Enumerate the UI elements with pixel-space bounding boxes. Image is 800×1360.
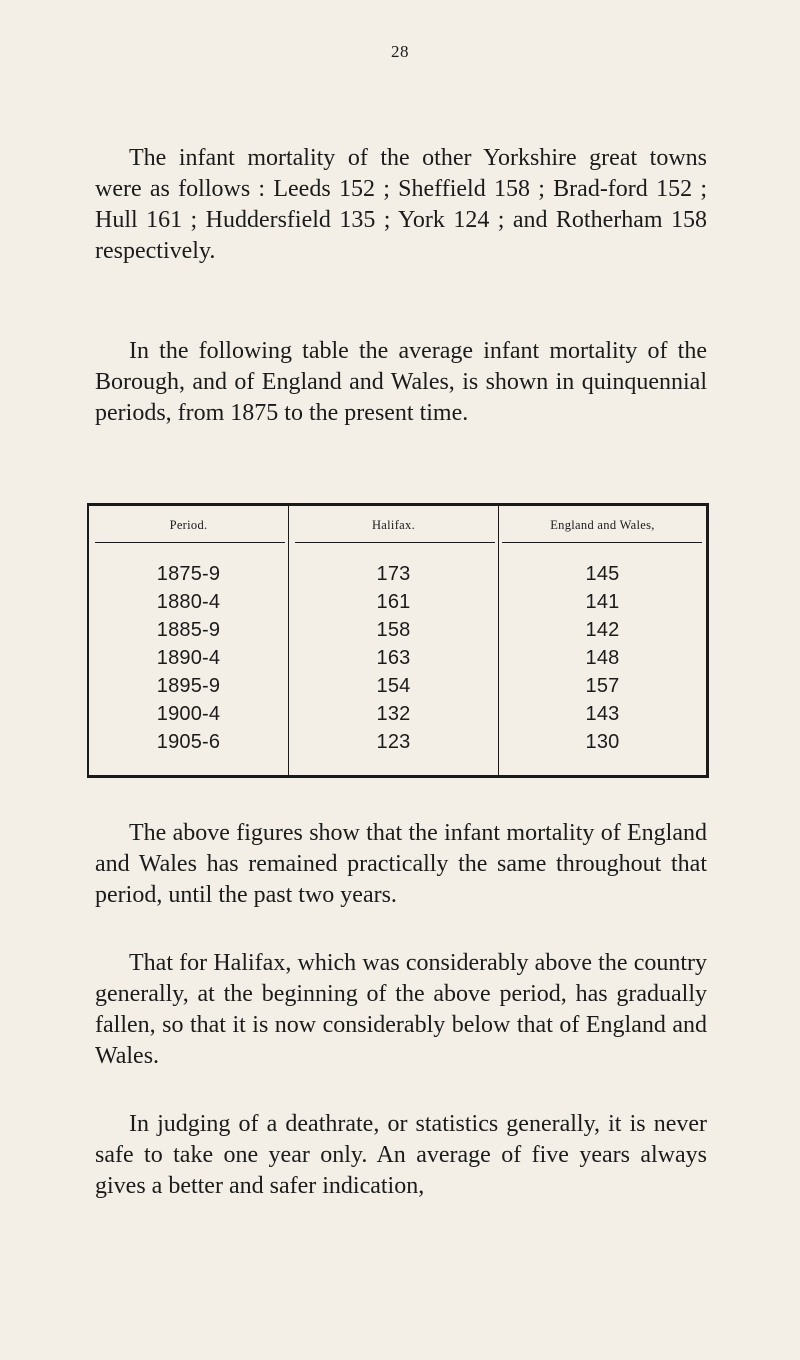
halifax-cell: 132 [376,703,411,725]
column-header-period: Period. [169,518,208,532]
period-cell: 1890-4 [156,647,221,669]
paragraph-table-intro: In the following table the average infant mortality of the Borough, and of England and Wales, is shown in quinquennial periods, from 1875 to the present time. [95,338,707,426]
period-cell: 1885-9 [156,619,221,641]
england-wales-cell: 143 [585,703,620,725]
period-cell: 1880-4 [156,591,221,613]
halifax-cell: 154 [376,675,411,697]
mortality-table [87,503,709,779]
header-underline [502,542,702,543]
halifax-cell: 123 [376,731,411,753]
period-cell: 1900-4 [156,703,221,725]
table-row [87,588,709,616]
halifax-cell: 173 [376,563,411,585]
england-wales-cell: 148 [585,647,620,669]
halifax-cell: 161 [376,591,411,613]
paragraph-england-wales-trend: The above figures show that the infant mortality of England and Wales has remained practically the same throughout that period, until the past two years. [95,820,707,908]
page-number: 28 [391,42,409,61]
column-header-england-wales: England and Wales, [550,518,655,532]
table-row [87,728,709,756]
period-cell: 1905-6 [156,731,221,753]
paragraph-deathrate-judging: In judging of a deathrate, or statistics generally, it is never safe to take one year only. An average of five years always gives a better and safer indication, [95,1111,707,1199]
table-top-rule [87,503,709,506]
table-row [87,644,709,672]
table-bottom-rule [87,775,709,778]
period-cell: 1895-9 [156,675,221,697]
england-wales-cell: 145 [585,563,620,585]
header-underline [295,542,495,543]
table-row [87,700,709,728]
period-cell: 1875-9 [156,563,221,585]
paragraph-yorkshire-towns: The infant mortality of the other Yorkshire great towns were as follows : Leeds 152 ; Sheffield 158 ; Brad-ford 152 ; Hull 161 ; Huddersfield 135 ; York 124 ; and Rotherham 158 respectively. [95,145,707,264]
table-row [87,672,709,700]
table-body [87,560,709,756]
column-header-halifax: Halifax. [371,518,415,532]
england-wales-cell: 157 [585,675,620,697]
halifax-cell: 158 [376,619,411,641]
paragraph-halifax-trend: That for Halifax, which was considerably above the country generally, at the beginning of the above period, has gradually fallen, so that it is now considerably below that of England and Wales. [95,950,707,1069]
table-row [87,616,709,644]
header-underline [95,542,285,543]
table-row [87,560,709,588]
england-wales-cell: 141 [585,591,620,613]
halifax-cell: 163 [376,647,411,669]
england-wales-cell: 130 [585,731,620,753]
england-wales-cell: 142 [585,619,620,641]
